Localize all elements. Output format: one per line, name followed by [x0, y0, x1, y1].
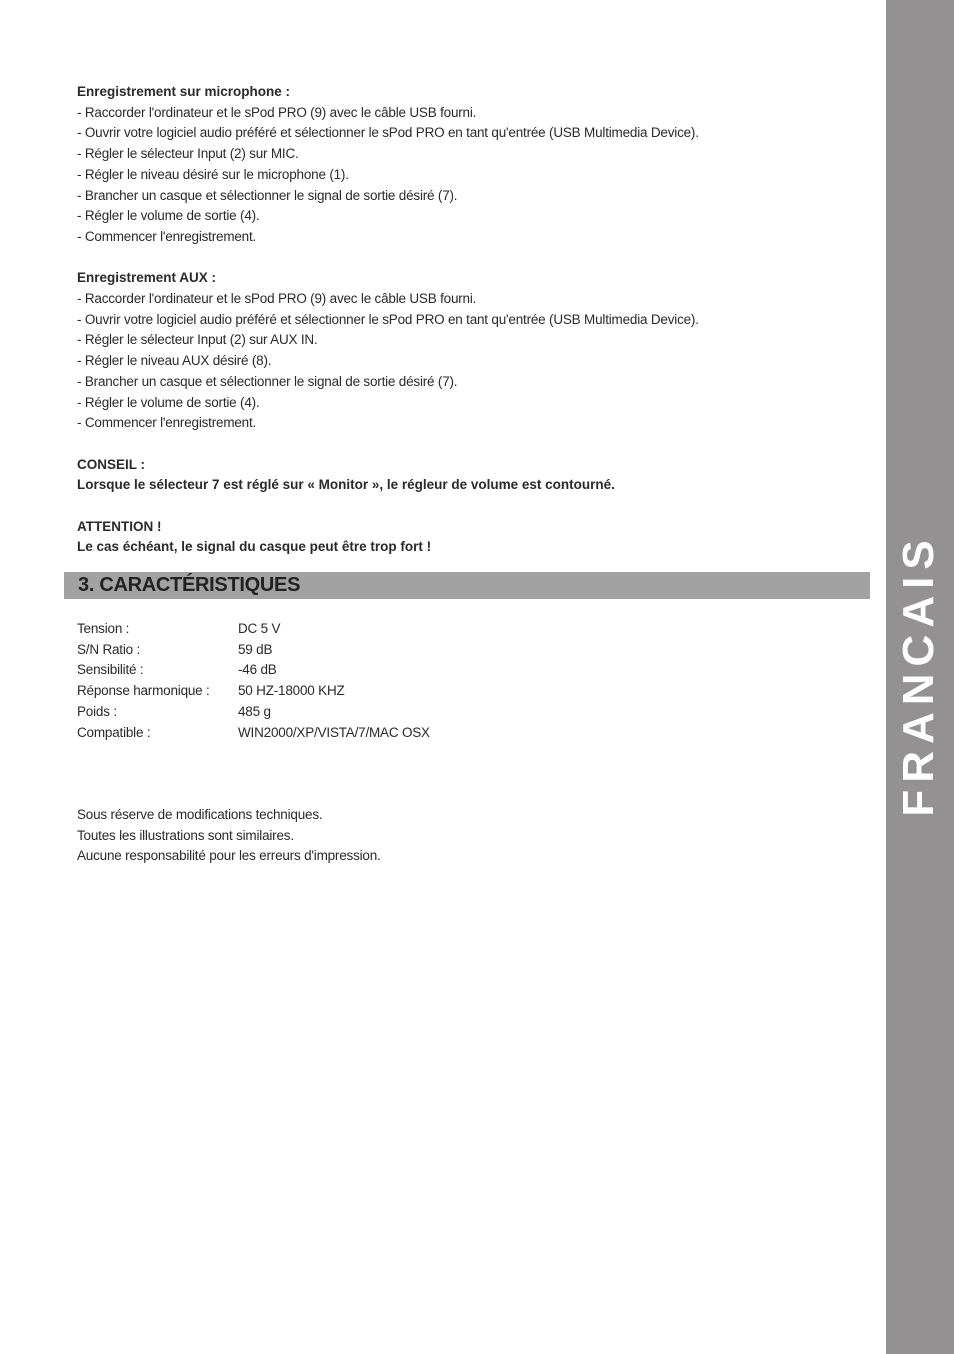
spec-value: 59 dB — [238, 641, 273, 657]
spec-row — [77, 640, 430, 661]
aux-step: - Ouvrir votre logiciel audio préféré et sélectionner le sPod PRO en tant qu'entrée (USB Multimedia Device). — [77, 311, 699, 327]
disclaimer-line: Sous réserve de modifications techniques. — [77, 807, 323, 822]
spec-label: Poids : — [77, 703, 117, 719]
mic-step: - Régler le niveau désiré sur le microphone (1). — [77, 166, 349, 182]
spacer — [77, 434, 867, 455]
spec-row — [77, 681, 430, 702]
mic-step: - Raccorder l'ordinateur et le sPod PRO (9) avec le câble USB fourni. — [77, 104, 477, 120]
tip-text: Lorsque le sélecteur 7 est réglé sur « Monitor », le régleur de volume est contourné. — [77, 477, 615, 493]
spec-label: Compatible : — [77, 724, 151, 740]
spacer — [77, 248, 867, 269]
spec-row — [77, 619, 430, 640]
spec-row — [77, 702, 430, 723]
spacer — [77, 496, 867, 517]
spec-label: Sensibilité : — [77, 662, 144, 678]
spec-label: Tension : — [77, 621, 130, 636]
mic-step: - Ouvrir votre logiciel audio préféré et sélectionner le sPod PRO en tant qu'entrée (USB Multimedia Device). — [77, 125, 699, 141]
language-label: FRANCAIS — [894, 533, 943, 817]
mic-step: - Commencer l'enregistrement. — [77, 228, 257, 244]
spec-value: 50 HZ-18000 KHZ — [238, 683, 345, 699]
tip-heading: CONSEIL : — [77, 456, 146, 472]
disclaimer — [77, 805, 381, 867]
mic-step: - Brancher un casque et sélectionner le signal de sortie désiré (7). — [77, 187, 458, 203]
spec-row — [77, 660, 430, 681]
spec-value: DC 5 V — [238, 621, 281, 636]
aux-step: - Brancher un casque et sélectionner le signal de sortie désiré (7). — [77, 373, 458, 389]
specifications-table — [77, 619, 430, 743]
mic-step: - Régler le sélecteur Input (2) sur MIC. — [77, 146, 299, 162]
aux-step: - Régler le sélecteur Input (2) sur AUX IN. — [77, 332, 318, 348]
mic-recording-heading: Enregistrement sur microphone : — [77, 84, 291, 99]
disclaimer-line: Aucune responsabilité pour les erreurs d'impression. — [77, 848, 381, 864]
spec-label: Réponse harmonique : — [77, 683, 210, 699]
section-title: 3. CARACTÉRISTIQUES — [78, 574, 301, 596]
spec-value: 485 g — [238, 703, 271, 719]
spec-value: WIN2000/XP/VISTA/7/MAC OSX — [238, 724, 430, 740]
spec-label: S/N Ratio : — [77, 641, 141, 657]
warning-text: Le cas échéant, le signal du casque peut être trop fort ! — [77, 539, 432, 555]
warning-heading: ATTENTION ! — [77, 518, 162, 534]
section-header-bar — [64, 572, 870, 599]
aux-step: - Raccorder l'ordinateur et le sPod PRO (9) avec le câble USB fourni. — [77, 291, 477, 307]
aux-step: - Commencer l'enregistrement. — [77, 415, 257, 431]
instructions-content — [77, 82, 867, 558]
disclaimer-line: Toutes les illustrations sont similaires. — [77, 827, 294, 843]
mic-step: - Régler le volume de sortie (4). — [77, 208, 260, 224]
spec-row — [77, 723, 430, 744]
aux-step: - Régler le niveau AUX désiré (8). — [77, 353, 272, 369]
aux-step: - Régler le volume de sortie (4). — [77, 394, 260, 410]
spec-value: -46 dB — [238, 662, 277, 678]
aux-recording-heading: Enregistrement AUX : — [77, 270, 217, 286]
